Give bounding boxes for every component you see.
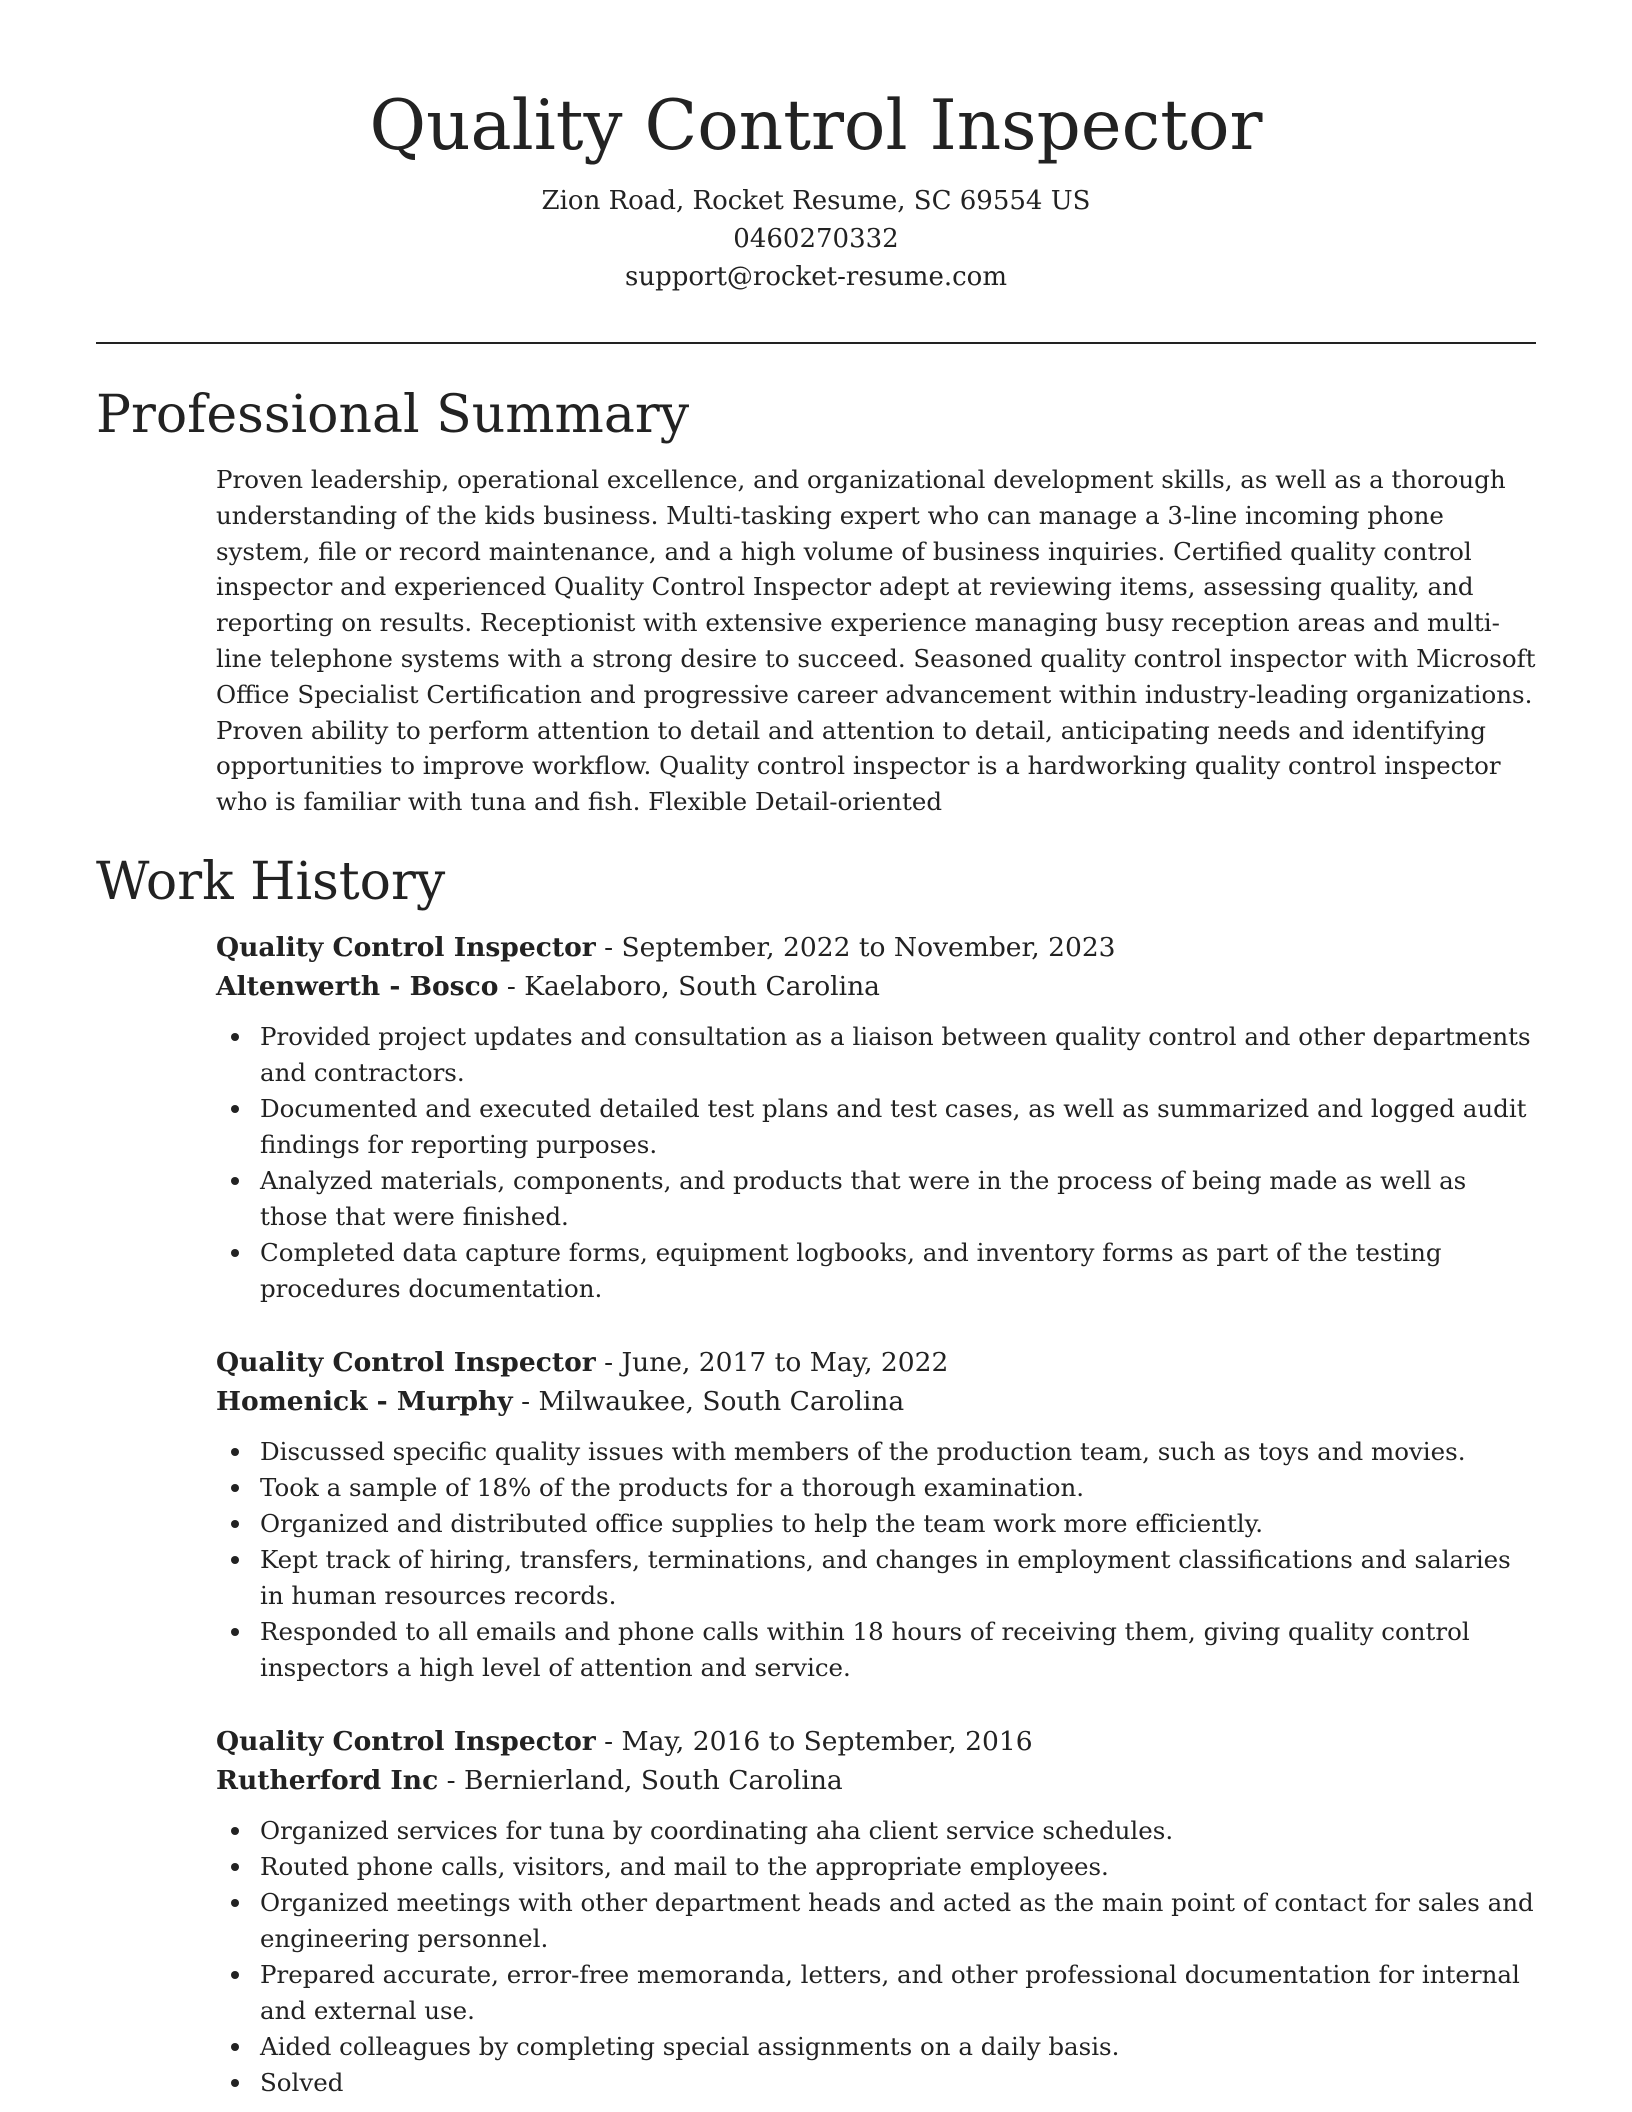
bullet-text: Organized services for tuna by coordinating aha client service schedules. (260, 1816, 1174, 1845)
bullet-item (260, 1506, 1536, 1542)
job-company-line (216, 1761, 1536, 1800)
job-bullets (216, 1434, 1536, 1686)
bullet-item (260, 1614, 1536, 1686)
job-role: Quality Control Inspector (216, 1347, 596, 1378)
bullet-dot-icon (231, 1863, 239, 1871)
job-entry (216, 928, 1536, 1307)
bullet-item (260, 1163, 1536, 1235)
resume-header (0, 84, 1632, 296)
bullet-dot-icon (231, 1827, 239, 1835)
bullet-text: Analyzed materials, components, and products that were in the process of being made as well as those that were finished. (260, 1166, 1467, 1231)
bullet-item (260, 1542, 1536, 1614)
contact-info (0, 182, 1632, 296)
job-entry (216, 1343, 1536, 1686)
bullet-dot-icon (231, 2079, 239, 2087)
bullet-text: Completed data capture forms, equipment logbooks, and inventory forms as part of the testing procedures documentation. (260, 1238, 1442, 1303)
job-dates: - September, 2022 to November, 2023 (595, 932, 1116, 963)
address-text: Zion Road, Rocket Resume, SC 69554 US (541, 186, 1091, 216)
bullet-item (260, 1434, 1536, 1470)
bullet-text: Discussed specific quality issues with members of the production team, such as toys and movies. (260, 1437, 1466, 1466)
job-entry (216, 1722, 1536, 2101)
bullet-text: Prepared accurate, error-free memoranda, letters, and other professional documentation for internal and external use. (260, 1960, 1520, 2025)
bullet-item (260, 1957, 1536, 2029)
bullet-text: Organized meetings with other department heads and acted as the main point of contact for sales and engineering personnel. (260, 1888, 1534, 1953)
bullet-item (260, 2029, 1536, 2065)
bullet-dot-icon (231, 2043, 239, 2051)
bullet-item (260, 1235, 1536, 1307)
candidate-name: Quality Control Inspector (369, 86, 1263, 166)
bullet-dot-icon (231, 1628, 239, 1636)
job-dates: - June, 2017 to May, 2022 (595, 1347, 949, 1378)
phone-text: 0460270332 (733, 224, 899, 254)
bullet-text: Solved (260, 2068, 344, 2097)
email-text: support@rocket-resume.com (624, 262, 1007, 292)
work-history-list (216, 928, 1536, 2112)
bullet-item (260, 1849, 1536, 1885)
job-location: - Milwaukee, South Carolina (512, 1386, 905, 1417)
bullet-dot-icon (231, 1556, 239, 1564)
bullet-text: Routed phone calls, visitors, and mail to the appropriate employees. (260, 1852, 1109, 1881)
job-bullets (216, 1019, 1536, 1307)
bullet-item (260, 1091, 1536, 1163)
job-dates: - May, 2016 to September, 2016 (595, 1726, 1033, 1757)
bullet-text: Organized and distributed office supplies to help the team work more efficiently. (260, 1509, 1263, 1538)
job-company-line (216, 1382, 1536, 1421)
bullet-dot-icon (231, 1105, 239, 1113)
bullet-text: Aided colleagues by completing special assignments on a daily basis. (260, 2032, 1120, 2061)
bullet-dot-icon (231, 1249, 239, 1257)
job-company: Homenick - Murphy (216, 1386, 513, 1417)
job-title-line (216, 1722, 1536, 1761)
bullet-dot-icon (231, 1899, 239, 1907)
job-role: Quality Control Inspector (216, 1726, 596, 1757)
bullet-dot-icon (231, 1033, 239, 1041)
bullet-item (260, 1813, 1536, 1849)
job-title-line (216, 928, 1536, 967)
job-bullets (216, 1813, 1536, 2101)
bullet-item (260, 1470, 1536, 1506)
summary-heading: Professional Summary (96, 385, 690, 445)
bullet-text: Provided project updates and consultation as a liaison between quality control and other departments and contractors. (260, 1022, 1531, 1087)
summary-text: Proven leadership, operational excellence, and organizational development skills, as well as a thorough understanding of the kids business. Multi-tasking expert who can manage a 3-line incoming phone system, file or record maintenance, and a high volume of business inquiries. Certified quality control inspector and experienced Quality Control Inspector adept at reviewing items, assessing quality, and reporting on results. Receptionist with extensive experience managing busy reception areas and multi-line telephone systems with a strong desire to succeed. Seasoned quality control inspector with Microsoft Office Specialist Certification and progressive career advancement within industry-leading organizations. Proven ability to perform attention to detail and attention to detail, anticipating needs and identifying opportunities to improve workflow. Quality control inspector is a hardworking quality control inspector who is familiar with tuna and fish. Flexible Detail-oriented (216, 465, 1536, 817)
job-location: - Kaelaboro, South Carolina (498, 971, 880, 1002)
bullet-text: Kept track of hiring, transfers, terminations, and changes in employment classifications and salaries in human resources records. (260, 1545, 1511, 1610)
job-title-line (216, 1343, 1536, 1382)
bullet-dot-icon (231, 1177, 239, 1185)
bullet-text: Took a sample of 18% of the products for a thorough examination. (260, 1473, 1085, 1502)
bullet-item (260, 2065, 1536, 2101)
bullet-dot-icon (231, 1971, 239, 1979)
bullet-item (260, 1885, 1536, 1957)
header-divider (96, 342, 1536, 344)
bullet-text: Responded to all emails and phone calls within 18 hours of receiving them, giving quality control inspectors a high level of attention and service. (260, 1617, 1470, 1682)
bullet-item (260, 1019, 1536, 1091)
job-company: Rutherford Inc (216, 1765, 439, 1796)
job-company: Altenwerth - Bosco (216, 971, 499, 1002)
bullet-dot-icon (231, 1484, 239, 1492)
job-location: - Bernierland, South Carolina (438, 1765, 843, 1796)
bullet-dot-icon (231, 1520, 239, 1528)
work-history-heading: Work History (96, 852, 446, 912)
bullet-text: Documented and executed detailed test plans and test cases, as well as summarized and logged audit findings for reporting purposes. (260, 1094, 1527, 1159)
job-company-line (216, 967, 1536, 1006)
job-role: Quality Control Inspector (216, 932, 596, 963)
bullet-dot-icon (231, 1448, 239, 1456)
